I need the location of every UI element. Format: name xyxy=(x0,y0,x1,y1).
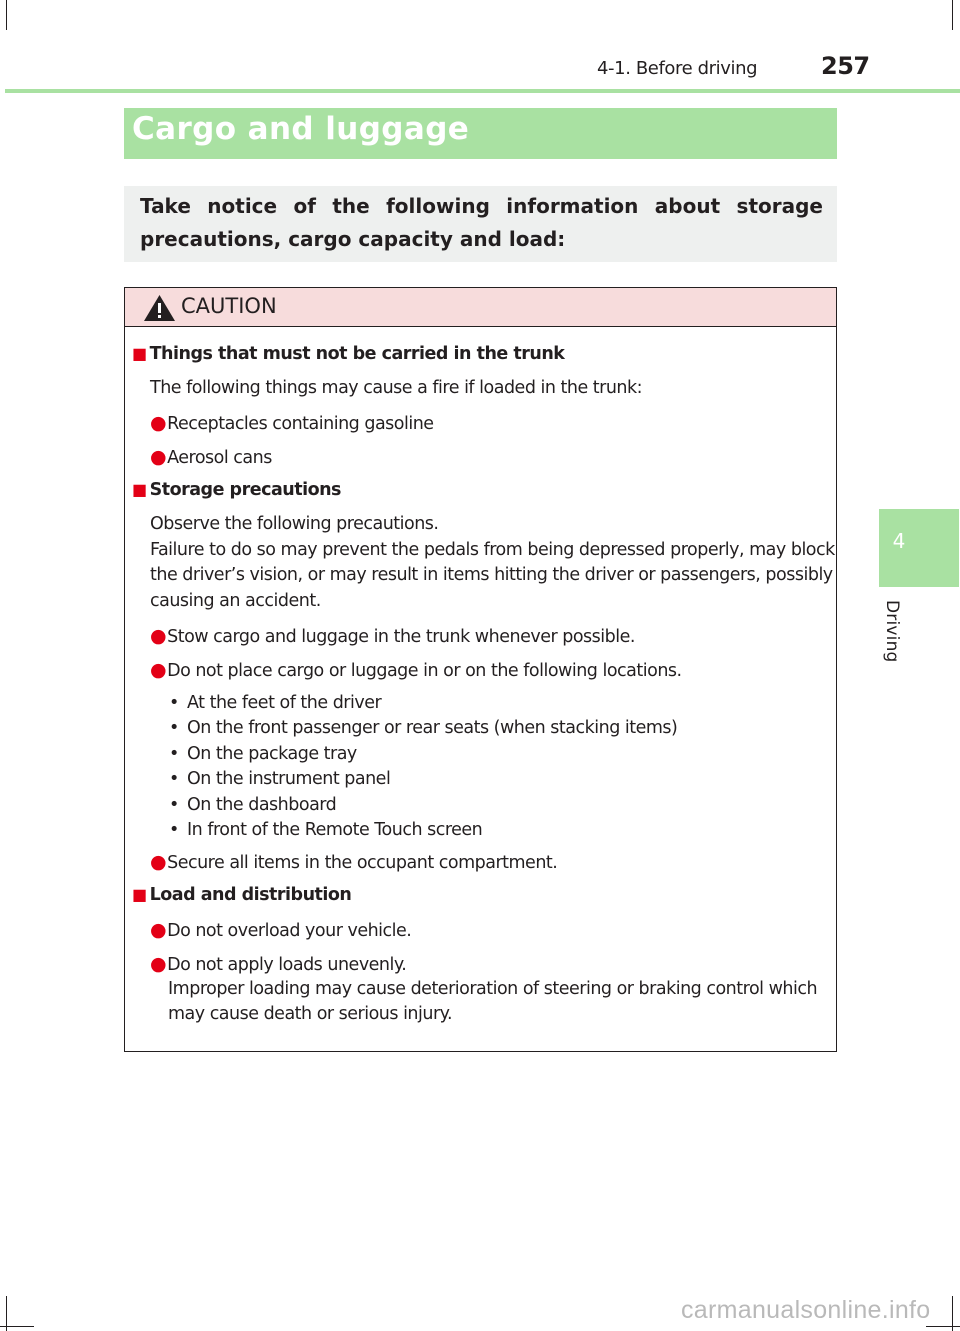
red-dot-icon: ● xyxy=(150,659,167,681)
location-item: • On the front passenger or rear seats (when stacking items) xyxy=(169,718,678,738)
section-text: Failure to do so may prevent the pedals from being depressed properly, may block xyxy=(150,540,835,560)
section-text: the driver’s vision, or may result in items hitting the driver or passengers, possibly xyxy=(150,565,833,585)
red-square-icon: ■ xyxy=(132,885,147,904)
title-bar xyxy=(124,108,837,159)
bullet-detail: may cause death or serious injury. xyxy=(168,1004,453,1024)
section-text: The following things may cause a fire if loaded in the trunk: xyxy=(150,378,643,398)
caution-header xyxy=(125,288,836,327)
crop-mark xyxy=(926,1326,960,1327)
bullet-item: ●Receptacles containing gasoline xyxy=(150,412,434,434)
page-number: 257 xyxy=(821,52,870,80)
location-item: • On the instrument panel xyxy=(169,769,391,789)
bullet-item: ●Do not apply loads unevenly. xyxy=(150,953,407,975)
section-text: Observe the following precautions. xyxy=(150,514,439,534)
chapter-label: Driving xyxy=(882,600,902,663)
bullet-item: ●Stow cargo and luggage in the trunk whenever possible. xyxy=(150,625,635,647)
crop-mark xyxy=(952,0,953,30)
bullet-item: ●Secure all items in the occupant compartment. xyxy=(150,851,558,873)
section-title: ■ Load and distribution xyxy=(132,885,352,905)
chapter-number: 4 xyxy=(892,529,906,553)
section-heading: 4-1. Before driving xyxy=(597,58,758,79)
location-item: • On the package tray xyxy=(169,744,357,764)
crop-mark xyxy=(0,1326,34,1327)
red-dot-icon: ● xyxy=(150,851,167,873)
page-title: Cargo and luggage xyxy=(132,111,470,147)
intro-text: Take notice of the following information about storage precautions, cargo capacity and load: xyxy=(140,194,823,251)
location-item: • In front of the Remote Touch screen xyxy=(169,820,483,840)
red-dot-icon: ● xyxy=(150,919,167,941)
red-dot-icon: ● xyxy=(150,412,167,434)
bullet-item: ●Aerosol cans xyxy=(150,446,272,468)
location-item: • At the feet of the driver xyxy=(169,693,382,713)
bullet-item: ●Do not place cargo or luggage in or on the following locations. xyxy=(150,659,682,681)
crop-mark xyxy=(6,0,7,30)
chapter-tab xyxy=(879,509,959,587)
red-square-icon: ■ xyxy=(132,344,147,363)
caution-box xyxy=(124,287,837,1052)
warning-triangle-icon xyxy=(143,294,176,322)
intro-box xyxy=(124,186,837,262)
caution-label: CAUTION xyxy=(181,294,277,318)
red-dot-icon: ● xyxy=(150,446,167,468)
location-item: • On the dashboard xyxy=(169,795,337,815)
section-text: causing an accident. xyxy=(150,591,321,611)
red-dot-icon: ● xyxy=(150,625,167,647)
section-title: ■ Storage precautions xyxy=(132,480,341,500)
bullet-item: ●Do not overload your vehicle. xyxy=(150,919,412,941)
watermark: carmanualsonline.info xyxy=(681,1296,931,1324)
header-rule xyxy=(5,89,960,93)
red-dot-icon: ● xyxy=(150,953,167,975)
section-title: ■ Things that must not be carried in the trunk xyxy=(132,344,565,364)
red-square-icon: ■ xyxy=(132,480,147,499)
bullet-detail: Improper loading may cause deterioration of steering or braking control which xyxy=(168,979,818,999)
